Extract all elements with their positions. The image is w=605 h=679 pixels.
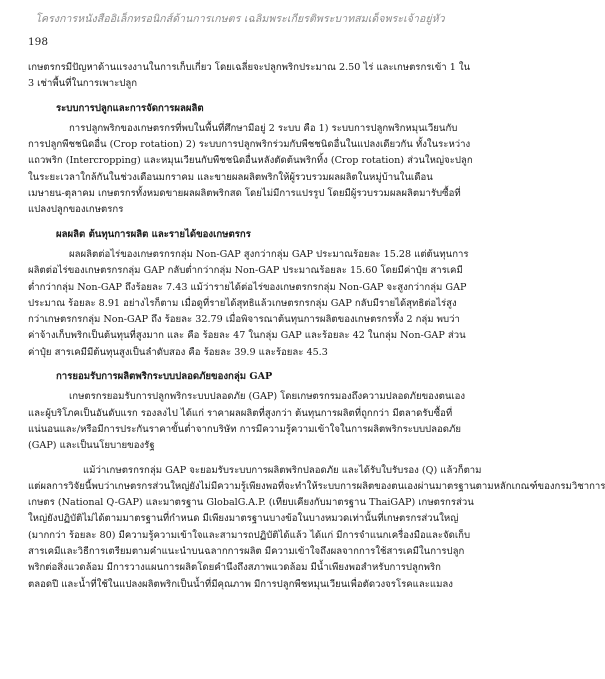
paragraph-line: เมษายน-ตุลาคม เกษตรกรทั้งหมดขายผลผลิตพริกสด โดยไม่มีการแปรรูป โดยมีผู้รวบรวมผลผลิตมารับซื้อที่ — [28, 188, 461, 200]
paragraph-line: ผลิตต่อไร่ของเกษตรกรกลุ่ม GAP กลับต่ำกว่ากลุ่ม Non-GAP ประมาณร้อยละ 15.60 โดยมีค่าปุ๋ย สารเคมี — [28, 265, 463, 277]
paragraph-line: พริกต่อสิ่งแวดล้อม มีการวางแผนการผลิตโดยคำนึงถึงสภาพแวดล้อม มีน้ำเพียงพอสำหรับการปลูกพริก — [28, 562, 441, 574]
document-body — [28, 60, 605, 593]
spacer — [28, 219, 456, 227]
section-heading: ผลผลิต ต้นทุนการผลิต และรายได้ของเกษตรกร — [56, 228, 251, 240]
paragraph-line: เกษตร (National Q-GAP) และมาตรฐาน GlobalG.A.P. (เทียบเคียงกับมาตรฐาน ThaiGAP) เกษตรกรส่วน — [28, 497, 474, 509]
paragraph-line: ค่าจ้างเก็บพริกเป็นต้นทุนที่สูงมาก และ คือ ร้อยละ 47 ในกลุ่ม GAP และร้อยละ 42 ในกลุ่ม Non-GAP ส่วน — [28, 330, 466, 342]
paragraph-line: กว่าเกษตรกรกลุ่ม Non-GAP ถึง ร้อยละ 32.79 เมื่อพิจารณาต้นทุนการผลิตของเกษตรกรทั้ง 2 กลุ่ม พบว่า — [28, 314, 460, 326]
paragraph-line: แต่ผลการวิจัยนี้พบว่าเกษตรกรส่วนใหญ่ยังไม่มีความรู้เพียงพอที่จะทำให้ระบบการผลิตของตนเองผ่านมาตรฐานตามหลักเกณฑ์ของกรมวิชาการ — [28, 480, 605, 492]
paragraph-line: (มากกว่า ร้อยละ 80) มีความรู้ความเข้าใจและสามารถปฏิบัติได้แล้ว ได้แก่ มีการจำแนกเครื่องมือและจัดเก็บ — [28, 529, 471, 541]
paragraph-line: ประมาณ ร้อยละ 8.91 อย่างไรก็ตาม เมื่อดูที่รายได้สุทธิแล้วเกษตรกรกลุ่ม GAP กลับมีรายได้สุทธิต่อไร่สูง — [28, 297, 457, 309]
section-heading: ระบบการปลูกและการจัดการผลผลิต — [56, 102, 204, 114]
paragraph-line: ต่ำกว่ากลุ่ม Non-GAP ถึงร้อยละ 7.43 แม้ว่ารายได้ต่อไร่ของเกษตรกรกลุ่ม Non-GAP จะสูงกว่ากลุ่ม GAP — [28, 281, 467, 293]
paragraph-line: แน่นอนและ/หรือมีการประกันราคาขั้นต่ำจากบริษัท การมีความรู้ความเข้าใจในการผลิตพริกระบบปลอดภัย — [28, 423, 461, 435]
paragraph-line: การปลูกพืชชนิดอื่น (Crop rotation) 2) ระบบการปลูกพริกร่วมกับพืชชนิดอื่นในแปลงเดียวกัน ทั้งในระหว่าง — [28, 139, 471, 151]
paragraph-line: แปลงปลูกของเกษตรกร — [28, 204, 124, 216]
page-number: 198 — [28, 36, 49, 48]
section-heading: การยอมรับการผลิตพริกระบบปลอดภัยของกลุ่ม GAP — [56, 371, 273, 383]
page-header: โครงการหนังสืออิเล็กทรอนิกส์ด้านการเกษตร เฉลิมพระเกียรติพระบาทสมเด็จพระเจ้าอยู่หัว — [35, 13, 445, 25]
paragraph-line: (GAP) และเป็นนโยบายของรัฐ — [28, 440, 155, 452]
paragraph-line: การปลูกพริกของเกษตรกรที่พบในพื้นที่ศึกษามีอยู่ 2 ระบบ คือ 1) ระบบการปลูกพริกหมุนเวียนกับ — [69, 122, 458, 134]
paragraph-line: และผู้บริโภคเป็นอันดับแรก รองลงไป ได้แก่ ราคาผลผลิตที่สูงกว่า ต้นทุนการผลิตที่ถูกกว่า มีตลาดรับซื้อที่ — [28, 407, 453, 419]
paragraph-line: สารเคมีและวิธีการเตรียมตามคำแนะนำบนฉลากการผลิต มีความเข้าใจถึงผลจากการใช้สารเคมีในการปลูก — [28, 546, 465, 558]
paragraph-line: ผลผลิตต่อไร่ของเกษตรกรกลุ่ม Non-GAP สูงกว่ากลุ่ม GAP ประมาณร้อยละ 15.28 แต่ต้นทุนการ — [69, 248, 469, 260]
paragraph-line: 3 เช่าพื้นที่ในการเพาะปลูก — [28, 78, 138, 90]
paragraph-line: ใหญ่ยังปฏิบัติไม่ได้ตามมาตรฐานที่กำหนด มีเพียงมาตรฐานบางข้อในบางหมวดเท่านั้นที่เกษตรกรส่วนใหญ่ — [28, 513, 459, 525]
paragraph-line: แถวพริก (Intercropping) และหมุนเวียนกับพืชชนิดอื่นหลังตัดต้นพริกทิ้ง (Crop rotation) ส่วนใหญ่จะปลูก — [28, 155, 473, 167]
spacer — [28, 93, 456, 101]
paragraph-line: เกษตรกรยอมรับการปลูกพริกระบบปลอดภัย (GAP) โดยเกษตรกรมองถึงความปลอดภัยของตนเอง — [69, 391, 466, 403]
paragraph-line: เกษตรกรมีปัญหาด้านแรงงานในการเก็บเกี่ยว โดยเฉลี่ยจะปลูกพริกประมาณ 2.50 ไร่ และเกษตรกรเข้า 1 ใน — [28, 62, 471, 73]
spacer — [28, 361, 456, 369]
paragraph-line: ในระยะเวลาใกล้กันในช่วงเดือนมกราคม และขายผลผลิตพริกให้ผู้รวบรวมผลผลิตในหมู่บ้านในเดือน — [28, 171, 433, 183]
spacer — [28, 455, 456, 463]
paragraph-line: แม้ว่าเกษตรกรกลุ่ม GAP จะยอมรับระบบการผลิตพริกปลอดภัย และได้รับใบรับรอง (Q) แล้วก็ตาม — [83, 464, 482, 476]
paragraph-line: ค่าปุ๋ย สารเคมีมีต้นทุนสูงเป็นลำดับสอง คือ ร้อยละ 39.9 และร้อยละ 45.3 — [28, 346, 328, 358]
paragraph-line: ตลอดปี และน้ำที่ใช้ในแปลงผลิตพริกเป็นน้ำที่มีคุณภาพ มีการปลูกพืชหมุนเวียนเพื่อตัดวงจรโรคและแมลง — [28, 578, 453, 590]
